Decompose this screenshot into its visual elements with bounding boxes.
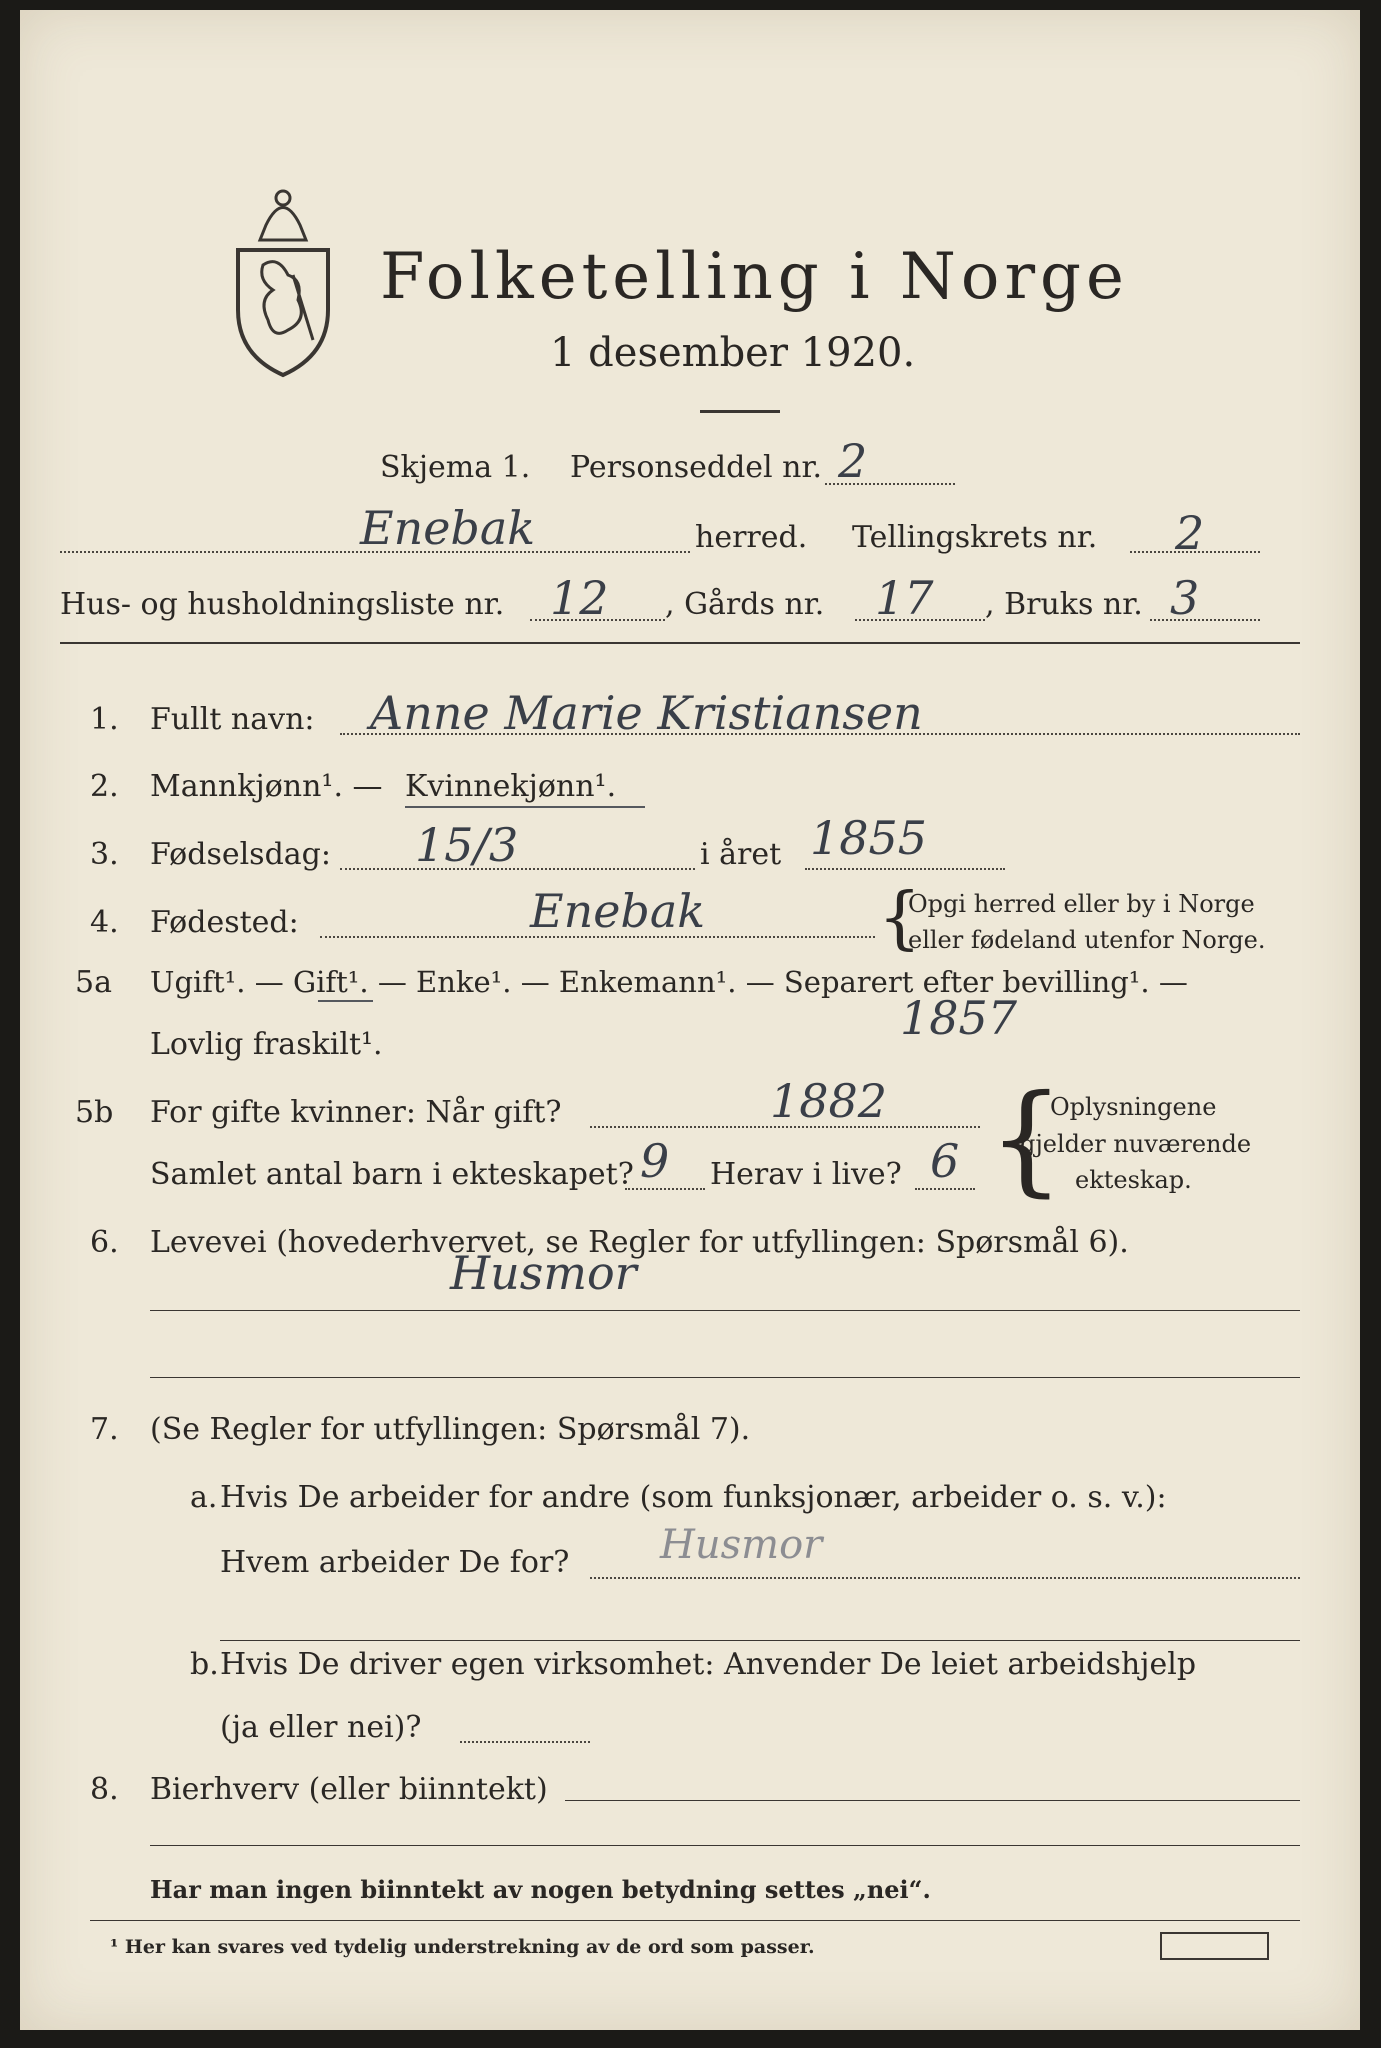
herred-label: herred. (695, 520, 808, 555)
q7b-line1: Hvis De driver egen virksomhet: Anvender De leiet arbeidshjelp (220, 1647, 1197, 1682)
q6-number: 6. (90, 1225, 119, 1260)
header-separator (60, 642, 1300, 644)
q1-value: Anne Marie Kristiansen (370, 686, 923, 740)
q1-label: Fullt navn: (150, 702, 315, 737)
tellingskrets-line (1130, 551, 1260, 553)
q5a-line1: Ugift¹. — Gift¹. — Enke¹. — Enkemann¹. — Separert efter bevilling¹. — (150, 965, 1188, 999)
q5b-alive-value: 6 (930, 1134, 960, 1188)
tellingskrets-value: 2 (1175, 506, 1205, 560)
coat-of-arms-icon (228, 180, 338, 380)
q3-year-value: 1855 (810, 811, 928, 865)
q6-value: Husmor (450, 1246, 637, 1300)
q4-number: 4. (90, 905, 119, 940)
q3-value: 15/3 (415, 818, 519, 872)
bruks-line (1150, 619, 1260, 621)
q7a-number: a. (190, 1480, 218, 1515)
q2-female-underline (405, 806, 645, 808)
q7a-line2: Hvem arbeider De for? (220, 1545, 570, 1580)
q7b-line (460, 1741, 590, 1743)
q4-brace: { (878, 879, 922, 958)
footer-note: Har man ingen biinntekt av nogen betydning settes „nei“. (150, 1875, 931, 1904)
q8-line (565, 1800, 1300, 1801)
personseddel-line (825, 483, 955, 485)
gards-label: , Gårds nr. (665, 587, 825, 622)
q5b-note2: gjelder nuværende (1020, 1130, 1252, 1158)
q5b-children-line (625, 1188, 705, 1190)
q5b-children-label: Samlet antal barn i ekteskapet? (150, 1157, 634, 1192)
q3-number: 3. (90, 837, 119, 872)
q5b-brace: { (988, 1070, 1065, 1209)
q4-line (320, 936, 875, 938)
form-date: 1 desember 1920. (550, 330, 916, 376)
q5b-label: For gifte kvinner: Når gift? (150, 1095, 562, 1130)
q7a-line-extra (220, 1640, 1300, 1641)
herred-line (60, 551, 690, 553)
q3-year-label: i året (700, 837, 782, 872)
q3-year-line (805, 868, 1005, 870)
q8-label: Bierhverv (eller biinntekt) (150, 1772, 548, 1807)
gards-line (855, 619, 985, 621)
q6-line2 (150, 1377, 1300, 1378)
skjema-label: Skjema 1. (380, 450, 531, 485)
q7a-line (590, 1577, 1300, 1579)
q2-female: Kvinnekjønn¹. (405, 769, 617, 804)
q5b-children-value: 9 (640, 1134, 670, 1188)
q2-number: 2. (90, 769, 119, 804)
q7b-number: b. (190, 1647, 219, 1682)
husliste-value: 12 (550, 571, 609, 625)
q4-note2: eller fødeland utenfor Norge. (908, 926, 1266, 954)
q4-value: Enebak (530, 884, 706, 938)
q5b-note1: Oplysningene (1050, 1093, 1217, 1121)
q8-line-extra (150, 1845, 1300, 1846)
printer-stamp (1160, 1932, 1269, 1960)
q4-note1: Opgi herred eller by i Norge (908, 890, 1255, 918)
q5b-alive-label: Herav i live? (710, 1157, 902, 1192)
q5b-value: 1882 (770, 1074, 888, 1128)
q5b-note3: ekteskap. (1075, 1166, 1192, 1194)
q7-number: 7. (90, 1412, 119, 1447)
footer-footnote: ¹ Her kan svares ved tydelig understrekning av de ord som passer. (110, 1936, 815, 1958)
q6-label: Levevei (hovederhvervet, se Regler for utfyllingen: Spørsmål 6). (150, 1225, 1129, 1260)
q5a-value: 1857 (900, 991, 1018, 1045)
title-divider (700, 410, 780, 413)
census-form-sheet (20, 10, 1360, 2030)
q5b-alive-line (915, 1188, 975, 1190)
q7a-line1: Hvis De arbeider for andre (som funksjonær, arbeider o. s. v.): (220, 1480, 1167, 1515)
q7a-value: Husmor (660, 1522, 823, 1568)
herred-value: Enebak (360, 501, 536, 555)
q1-line (340, 733, 1300, 735)
q7-label: (Se Regler for utfyllingen: Spørsmål 7). (150, 1412, 751, 1447)
q4-label: Fødested: (150, 905, 299, 940)
tellingskrets-label: Tellingskrets nr. (852, 520, 1098, 555)
personseddel-value: 2 (838, 434, 868, 488)
q2-male: Mannkjønn¹. — (150, 769, 383, 804)
bruks-value: 3 (1170, 571, 1200, 625)
personseddel-label: Personseddel nr. (570, 450, 823, 485)
bruks-label: , Bruks nr. (985, 587, 1143, 622)
q8-number: 8. (90, 1772, 119, 1807)
q5a-line2: Lovlig fraskilt¹. (150, 1027, 383, 1062)
q5a-number: 5a (75, 965, 112, 1000)
husliste-label: Hus- og husholdningsliste nr. (60, 587, 505, 622)
gards-value: 17 (875, 571, 934, 625)
q3-line (340, 868, 695, 870)
q5b-line (590, 1126, 980, 1128)
footer-separator (90, 1920, 1300, 1921)
q6-line1 (150, 1310, 1300, 1311)
husliste-line (530, 619, 665, 621)
q3-label: Fødselsdag: (150, 837, 331, 872)
q1-number: 1. (90, 702, 119, 737)
q5a-gift-underline (318, 1000, 373, 1002)
q7b-line2: (ja eller nei)? (220, 1710, 422, 1745)
q5b-number: 5b (75, 1095, 114, 1130)
form-title: Folketelling i Norge (380, 240, 1129, 314)
